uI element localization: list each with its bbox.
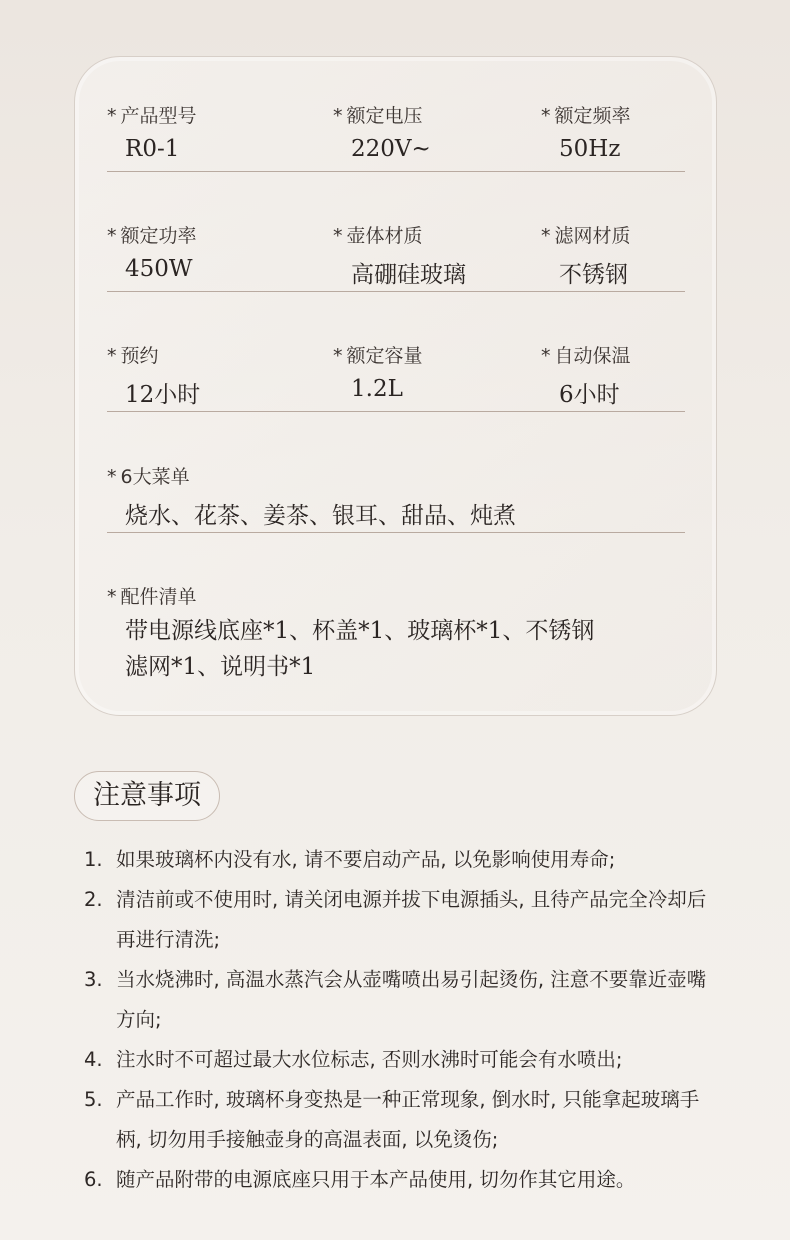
list-item <box>80 840 720 880</box>
spec-item-power <box>107 221 197 282</box>
star-icon: * <box>107 225 117 247</box>
spec-item-keep-warm <box>541 341 631 409</box>
spec-value: 6小时 <box>559 382 620 408</box>
list-item-text: 当水烧沸时, 高温水蒸汽会从壶嘴喷出易引起烫伤, 注意不要靠近壶嘴方向; <box>116 968 707 1031</box>
spec-label: 额定频率 <box>554 105 631 127</box>
spec-item-capacity <box>333 341 423 402</box>
list-item-text: 注水时不可超过最大水位标志, 否则水沸时可能会有水喷出; <box>116 1048 623 1071</box>
list-item <box>80 1080 720 1160</box>
spec-value: 1.2L <box>351 376 403 402</box>
spec-item-voltage <box>333 101 431 162</box>
spec-label: 额定电压 <box>346 105 423 127</box>
spec-item-menu <box>107 462 516 530</box>
spec-row <box>107 101 685 172</box>
list-item <box>80 880 720 960</box>
spec-value: 220V~ <box>351 136 431 162</box>
spec-value: 高硼硅玻璃 <box>351 262 466 288</box>
spec-value: 烧水、花茶、姜茶、银耳、甜品、炖煮 <box>125 503 516 529</box>
spec-label: 配件清单 <box>120 586 197 608</box>
spec-label: 6大菜单 <box>120 466 190 488</box>
spec-item-body-material <box>333 221 466 289</box>
spec-item-accessories <box>107 582 595 685</box>
list-item-text: 产品工作时, 玻璃杯身变热是一种正常现象, 倒水时, 只能拿起玻璃手柄, 切勿用手接触壶身的高温表面, 以免烫伤; <box>116 1088 700 1151</box>
list-item <box>80 960 720 1040</box>
notes-list <box>80 840 720 1200</box>
list-item-text: 清洁前或不使用时, 请关闭电源并拔下电源插头, 且待产品完全冷却后再进行清洗; <box>116 888 707 951</box>
spec-label: 预约 <box>120 345 159 367</box>
spec-value: 12小时 <box>125 382 201 408</box>
list-item-number: 1. <box>84 848 103 871</box>
spec-row <box>107 221 685 292</box>
spec-row <box>107 582 685 682</box>
star-icon: * <box>333 345 343 367</box>
star-icon: * <box>107 105 117 127</box>
spec-value: 50Hz <box>559 136 621 162</box>
list-item-number: 4. <box>84 1048 103 1071</box>
list-item-text: 随产品附带的电源底座只用于本产品使用, 切勿作其它用途。 <box>116 1168 636 1191</box>
star-icon: * <box>541 105 551 127</box>
list-item <box>80 1040 720 1080</box>
star-icon: * <box>333 225 343 247</box>
spec-value: 带电源线底座*1、杯盖*1、玻璃杯*1、不锈钢滤网*1、说明书*1 <box>125 618 595 680</box>
spec-item-reservation <box>107 341 200 409</box>
list-item-number: 6. <box>84 1168 103 1191</box>
list-item <box>80 1160 720 1200</box>
spec-item-filter-material <box>541 221 631 289</box>
spec-value: R0-1 <box>125 136 180 162</box>
star-icon: * <box>333 105 343 127</box>
spec-label: 壶体材质 <box>346 225 423 247</box>
star-icon: * <box>107 466 117 488</box>
star-icon: * <box>541 345 551 367</box>
spec-row <box>107 462 685 533</box>
notes-title: 注意事项 <box>74 771 220 821</box>
list-item-number: 5. <box>84 1088 103 1111</box>
spec-label: 自动保温 <box>554 345 631 367</box>
spec-card <box>74 56 717 716</box>
spec-label: 产品型号 <box>120 105 197 127</box>
spec-label: 滤网材质 <box>554 225 631 247</box>
list-item-number: 3. <box>84 968 103 991</box>
list-item-text: 如果玻璃杯内没有水, 请不要启动产品, 以免影响使用寿命; <box>116 848 616 871</box>
spec-label: 额定容量 <box>346 345 423 367</box>
star-icon: * <box>541 225 551 247</box>
star-icon: * <box>107 345 117 367</box>
spec-item-frequency <box>541 101 631 162</box>
star-icon: * <box>107 586 117 608</box>
spec-item-model <box>107 101 197 162</box>
spec-value: 450W <box>125 256 193 282</box>
spec-row <box>107 341 685 412</box>
list-item-number: 2. <box>84 888 103 911</box>
spec-value: 不锈钢 <box>559 262 628 288</box>
spec-label: 额定功率 <box>120 225 197 247</box>
